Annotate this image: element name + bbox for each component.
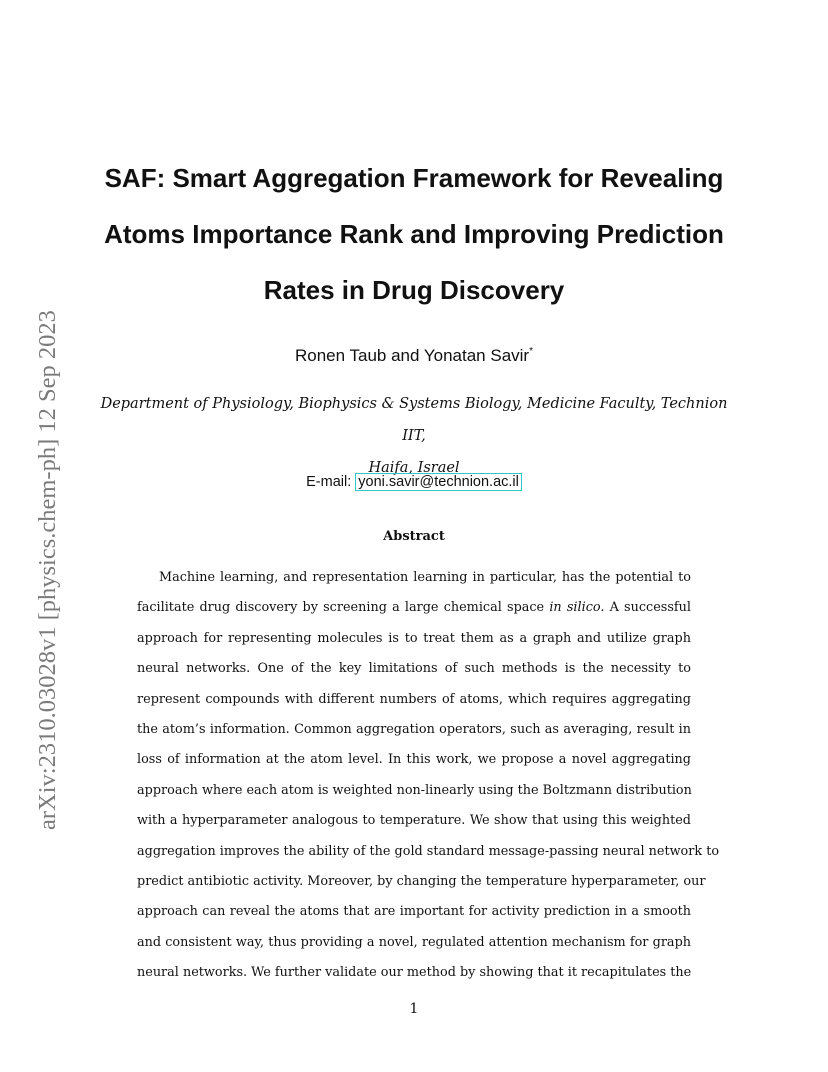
title-line: Rates in Drug Discovery (263, 275, 565, 305)
abstract-heading: Abstract (383, 529, 445, 544)
abstract-line: and consistent way, thus providing a novel, regulated attention mechanism for graph (137, 934, 691, 950)
title-line: SAF: Smart Aggregation Framework for Revealing (104, 163, 724, 193)
abstract-line: represent compounds with different numbers of atoms, which requires aggregating (137, 691, 691, 707)
abstract-line: loss of information at the atom level. In this work, we propose a novel aggregating (137, 752, 691, 768)
page-number: 1 (409, 1001, 419, 1017)
title-line: Atoms Importance Rank and Improving Prediction (104, 219, 724, 249)
email-link[interactable]: yoni.savir@technion.ac.il (355, 473, 522, 491)
abstract-line: aggregation improves the ability of the gold standard message-passing neural network to (137, 843, 720, 859)
abstract-line: approach where each atom is weighted non-linearly using the Boltzmann distribution (137, 782, 692, 798)
abstract-body (137, 563, 720, 988)
email-label: E-mail: (306, 474, 352, 490)
abstract-line: approach for representing molecules is to treat them as a graph and utilize graph (137, 630, 691, 646)
paper-title (70, 150, 758, 318)
abstract-line (137, 593, 691, 623)
authors-text: Ronen Taub and Yonatan Savir (294, 346, 530, 365)
abstract-line: with a hyperparameter analogous to temperature. We show that using this weighted (137, 813, 691, 829)
arxiv-identifier-stamp: arXiv:2310.03028v1 [physics.chem-ph] 12 Sep 2023 (34, 310, 61, 830)
abstract-emphasis: in silico. (549, 600, 605, 616)
abstract-line: predict antibiotic activity. Moreover, by changing the temperature hyperparameter, our (137, 873, 706, 889)
affiliation-line: Haifa, Israel (368, 460, 460, 476)
abstract-line: neural networks. One of the key limitations of such methods is the necessity to (137, 661, 691, 677)
abstract-line: the atom’s information. Common aggregation operators, such as averaging, result in (137, 721, 691, 737)
abstract-line-text: facilitate drug discovery by screening a large chemical space (137, 600, 545, 616)
author-list (0, 338, 828, 370)
corresponding-author-mark: * (529, 346, 533, 357)
abstract-line: approach can reveal the atoms that are important for activity prediction in a smooth (137, 904, 691, 920)
affiliation-line: Department of Physiology, Biophysics & Systems Biology, Medicine Faculty, Technion IIT, (100, 396, 728, 444)
abstract-line: neural networks. We further validate our method by showing that it recapitulates the (137, 965, 692, 981)
abstract-line: Machine learning, and representation learning in particular, has the potential to (159, 570, 691, 585)
contact-email (0, 470, 828, 494)
abstract-line-tail: A successful (604, 600, 691, 616)
